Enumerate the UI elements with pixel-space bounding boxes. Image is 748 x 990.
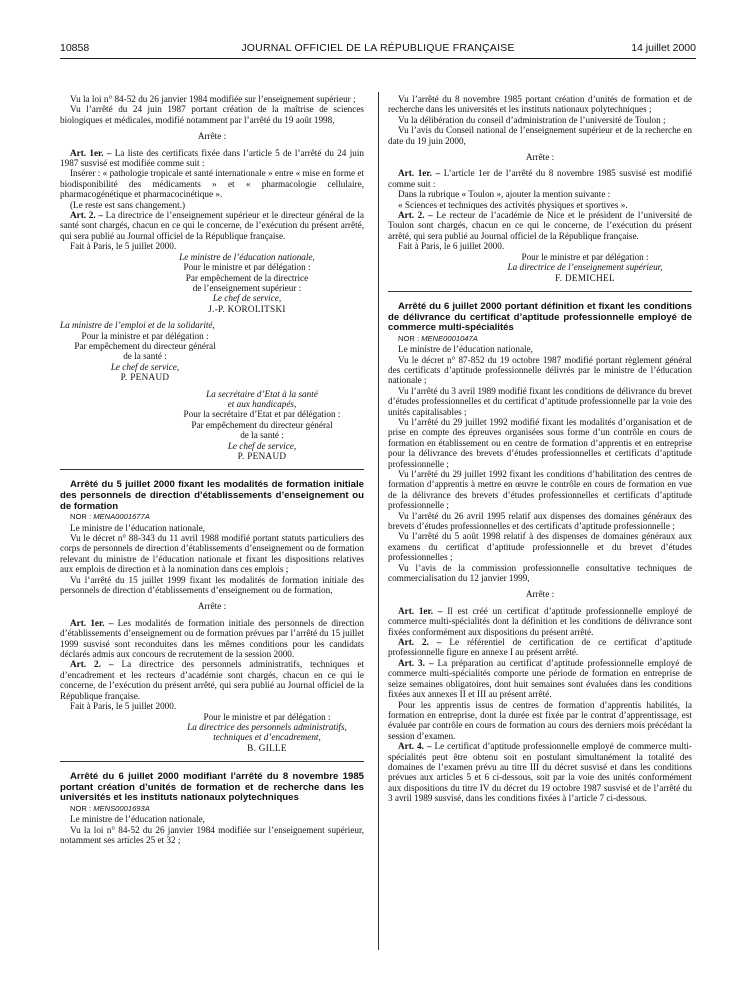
signature-line: Le chef de service, — [212, 293, 282, 304]
paragraph: Vu l’arrêté du 29 juillet 1992 modifié fixant les modalités d’organisation et de prise en compte des épreuves organisées sous forme d’un contrôle en cours de formation en établissement ou en centre de formation d’apprentis et en entreprise pour la délivrance des brevets d’études professionnelles et certificats d’aptitude professionnelle ; — [388, 416, 692, 469]
article-text: La préparation au certificat d’aptitude professionnelle employé de commerce multi-spécialités comporte une période de formation en entreprise de seize semaines obligatoires, dont huit semaines sont évaluées dans les conditions fixées aux annexes II et III au présent arrêté. — [388, 657, 692, 700]
article-text: L’article 1er de l’arrêté du 8 novembre 1985 susvisé est modifié comme suit : — [388, 168, 692, 189]
fait-a-paris: Fait à Paris, le 5 juillet 2000. — [70, 241, 177, 252]
article-label: Art. 3. – — [398, 657, 434, 668]
paragraph: « Sciences et techniques des activités physiques et sportives ». — [398, 199, 628, 210]
article-label: Art. 2. – — [398, 210, 433, 221]
signatory-name: P. PENAUD — [120, 372, 170, 383]
paragraph: Vu l’avis de la commission professionnelle consultative techniques de commercialisation du 12 janvier 1999, — [388, 562, 692, 584]
signature-line: Par empêchement du directeur général — [74, 340, 216, 351]
signature-line: de l’enseignement supérieur : — [192, 282, 302, 293]
paragraph: Vu le décret n° 88-343 du 11 avril 1988 modifié portant statuts particuliers des corps de personnels de direction d’établissements d’enseignement ou de formation relevant du ministre de l’éducation nationale et fixant les dispositions relatives aux emplois de direction et à la nomination dans ces emplois ; — [60, 533, 364, 575]
paragraph: Vu l’arrêté du 26 avril 1995 relatif aux dispenses des domaines généraux des brevets d’études professionnelles et des certificats d’aptitude professionnelle ; — [388, 510, 692, 531]
article — [388, 210, 692, 241]
signature-line: de la santé : — [240, 430, 284, 441]
arrete-heading: Arrête : — [525, 152, 555, 163]
article-text: La directrice de l’enseignement supérieur et le directeur général de la santé sont chargés, chacun en ce qui le concerne, de l’exécution du présent arrêté, qui sera publié au Journal officiel de la République française. — [60, 210, 364, 241]
article — [388, 606, 692, 637]
article — [60, 148, 364, 169]
journal-title: JOURNAL OFFICIEL DE LA RÉPUBLIQUE FRANÇAISE — [241, 42, 515, 54]
signature-line: Pour la secrétaire d’Etat et par délégation : — [183, 409, 341, 420]
article-text: La liste des certificats fixée dans l’article 5 de l’arrêté du 24 juin 1987 susvisé est modifiée comme suit : — [60, 147, 364, 169]
signature-line: Le chef de service, — [227, 440, 297, 451]
signature-line: Par empêchement du directeur général — [191, 419, 333, 430]
signature-line: Pour le ministre et par délégation : — [183, 262, 311, 273]
article-label: Art. 2. – — [70, 659, 114, 670]
header-rule — [60, 58, 696, 59]
signature-block — [60, 712, 364, 754]
paragraph: Vu la loi n° 84-52 du 26 janvier 1984 modifiée sur l’enseignement supérieur, notamment ses articles 25 et 32 ; — [60, 824, 364, 846]
decree-title: Arrêté du 6 juillet 2000 modifiant l’arrêté du 8 novembre 1985 portant création d’unités de formation et de recherche dans les universités et les instituts nationaux polytechniques — [60, 771, 364, 804]
paragraph: Vu l’avis du Conseil national de l’enseignement supérieur et de la recherche en date du 19 juin 2000, — [388, 125, 692, 146]
fait-a-paris: Fait à Paris, le 6 juillet 2000. — [398, 241, 505, 252]
left-column — [60, 94, 364, 846]
decree-title: Arrêté du 5 juillet 2000 fixant les modalités de formation initiale des personnels de direction d’établissements d’enseignement ou de formation — [60, 479, 364, 512]
signature-line: Pour le ministre et par délégation : — [203, 711, 331, 722]
article — [388, 168, 692, 189]
article — [388, 741, 692, 803]
signature-line: Par empêchement de la directrice — [185, 272, 309, 283]
paragraph: Insérer : « pathologie tropicale et santé internationale » entre « mise en forme et biodisponibilité des médicaments » et « pharmacologie cellulaire, pharmacogénétique et pharmacocinétique ». — [60, 168, 364, 200]
article — [60, 618, 364, 660]
signature-role: Le ministre de l’éducation nationale, — [179, 251, 315, 262]
paragraph: Pour les apprentis issus de centres de formation d’apprentis habilités, la formation en entreprise, dont la durée est fixée par le contrat d’apprentissage, est évaluée par contrôle en cours de formation au cours des derniers mois précédant la session d’examen. — [388, 699, 692, 741]
page-header — [60, 40, 696, 58]
article-text: Le certificat d’aptitude professionnelle employé de commerce multi-spécialités peut être obtenu soit en postulant simultanément la totalité des domaines de l’examen prévu au titre III du décret susvisé et dans les conditions prévues aux articles 5 et 6 ci-dessous, soit par la voie des unités conformément aux dispositions du titre IV du décret du 19 octobre 1987 susvisé et de l’arrêté du 3 avril 1989 susvisé, dans les conditions fixées à l’article 7 ci-dessous. — [388, 741, 692, 804]
paragraph: Vu le décret n° 87-852 du 19 octobre 1987 modifié portant règlement général des certificats d’aptitude professionnelle délivrés par le ministre de l’éducation nationale ; — [388, 354, 692, 386]
decree-title: Arrêté du 6 juillet 2000 portant définition et fixant les conditions de délivrance du certificat d’aptitude professionnelle employé de commerce multi-spécialités — [388, 300, 692, 334]
issue-date: 14 juillet 2000 — [631, 42, 696, 54]
signature-line: Pour le ministre et par délégation : — [521, 251, 649, 262]
article-text: Le recteur de l’académie de Nice et le président de l’université de Toulon sont chargés, chacun en ce qui le concerne, de l’exécution du présent arrêté, qui sera publié au Journal officiel de la République française. — [388, 210, 692, 241]
paragraph: Vu l’arrêté du 3 avril 1989 modifié fixant les conditions de délivrance du brevet d’études professionnelles et du certificat d’aptitude professionnelle par la voie des unités capitalisables ; — [388, 385, 692, 417]
article-label: Art. 1er. – — [398, 605, 443, 616]
arrete-heading: Arrête : — [197, 131, 227, 142]
paragraph: Dans la rubrique « Toulon », ajouter la mention suivante : — [398, 189, 611, 200]
paragraph: Vu l’arrêté du 5 août 1998 relatif à des dispenses de domaines généraux aux examens du certificat d’aptitude professionnelle et du brevet d’études professionnelles ; — [388, 531, 692, 563]
signature-role: techniques et d’encadrement, — [213, 732, 321, 743]
article-label: Art. 1er. – — [70, 147, 112, 158]
signature-role: La directrice des personnels administratifs, — [187, 721, 347, 732]
paragraph: Vu l’arrêté du 29 juillet 1992 fixant les conditions d’habilitation des centres de formation d’apprentis à mettre en œuvre le contrôle en cours de formation en vue de la délivrance des brevets d’études professionnelles et certificats d’aptitude professionnelle ; — [388, 468, 692, 511]
signature-role: La secrétaire d’Etat à la santé — [206, 388, 318, 399]
signature-block — [388, 252, 692, 283]
section-separator — [388, 291, 692, 292]
article — [388, 658, 692, 700]
fait-a-paris: Fait à Paris, le 5 juillet 2000. — [70, 701, 177, 712]
paragraph: Le ministre de l’éducation nationale, — [70, 522, 205, 533]
nor-reference: NOR : MENE0001047A — [398, 333, 478, 343]
nor-reference: NOR : MENA0001677A — [70, 512, 150, 522]
article-text: Le référentiel de certification de ce certificat d’aptitude professionnelle figure en annexe I au présent arrêté. — [388, 637, 692, 658]
section-separator — [60, 761, 364, 762]
nor-code: MENA0001677A — [93, 512, 150, 522]
paragraph: (Le reste est sans changement.) — [70, 199, 186, 210]
article — [60, 210, 364, 241]
paragraph: Vu l’arrêté du 8 novembre 1985 portant création d’unités de formation et de recherche dans les universités et les instituts nationaux polytechniques ; — [388, 94, 692, 115]
signatory-name: P. PENAUD — [237, 451, 287, 461]
article-text: La directrice des personnels administratifs, techniques et d’encadrement et les recteurs d’académie sont chargés, chacun en ce qui le concerne, de l’exécution du présent arrêté, qui sera publié au Journal officiel de la République française. — [60, 659, 364, 701]
nor-reference: NOR : MENS0001693A — [70, 803, 150, 813]
article-label: Art. 4. – — [398, 741, 432, 752]
article — [60, 659, 364, 701]
article-label: Art. 2. – — [70, 210, 103, 221]
signature-role: La ministre de l’emploi et de la solidarité, — [60, 320, 215, 331]
signature-line: Le chef de service, — [110, 361, 180, 372]
paragraph: Vu la délibération du conseil d’administration de l’université de Toulon ; — [398, 114, 666, 125]
signature-line: de la santé : — [123, 351, 167, 362]
signatory-name: B. GILLE — [247, 742, 287, 753]
right-column — [388, 94, 692, 804]
article-label: Art. 1er. – — [398, 168, 441, 179]
signature-role: La directrice de l’enseignement supérieur, — [507, 262, 663, 273]
paragraph: Vu la loi n° 84-52 du 26 janvier 1984 modifiée sur l’enseignement supérieur ; — [70, 94, 356, 104]
article — [388, 637, 692, 658]
paragraph: Vu l’arrêté du 15 juillet 1999 fixant les modalités de formation initiale des personnels de direction d’établissements d’enseignement ou de formation, — [60, 574, 364, 596]
column-divider — [378, 92, 379, 950]
article-text: Les modalités de formation initiale des personnels de direction d’établissements d’enseignement ou de formation prévues par l’arrêté du 15 juillet 1999 susvisé sont reconduites dans les mêmes conditions pour les candidats déclarés admis aux concours de recrutement de la session 2000. — [60, 617, 364, 660]
section-separator — [60, 469, 364, 470]
arrete-heading: Arrête : — [525, 589, 555, 600]
arrete-heading: Arrête : — [197, 601, 227, 612]
signatory-name: F. DEMICHEL — [555, 272, 615, 283]
signature-role: et aux handicapés, — [227, 398, 297, 409]
nor-code: MENS0001693A — [93, 803, 150, 813]
article-label: Art. 1er. – — [70, 617, 114, 628]
nor-code: MENE0001047A — [421, 333, 478, 343]
signature-block — [60, 389, 364, 462]
paragraph: Vu l’arrêté du 24 juin 1987 portant création de la maîtrise de sciences biologiques et médicales, modifié notamment par l’arrêté du 19 août 1998, — [60, 104, 364, 125]
paragraph: Le ministre de l’éducation nationale, — [70, 814, 205, 825]
signatory-name: J.-P. KOROLITSKI — [208, 303, 286, 314]
signature-block — [60, 320, 230, 382]
article-text: Il est créé un certificat d’aptitude professionnelle employé de commerce multi-spécialités dont la définition et les conditions de délivrance sont fixées conformément aux dispositions du présent arrêté. — [388, 605, 693, 637]
signature-block — [60, 252, 364, 314]
page-number: 10858 — [60, 42, 90, 54]
paragraph: Le ministre de l’éducation nationale, — [398, 344, 533, 355]
article-label: Art. 2. – — [398, 637, 442, 648]
signature-line: Pour la ministre et par délégation : — [81, 330, 209, 341]
